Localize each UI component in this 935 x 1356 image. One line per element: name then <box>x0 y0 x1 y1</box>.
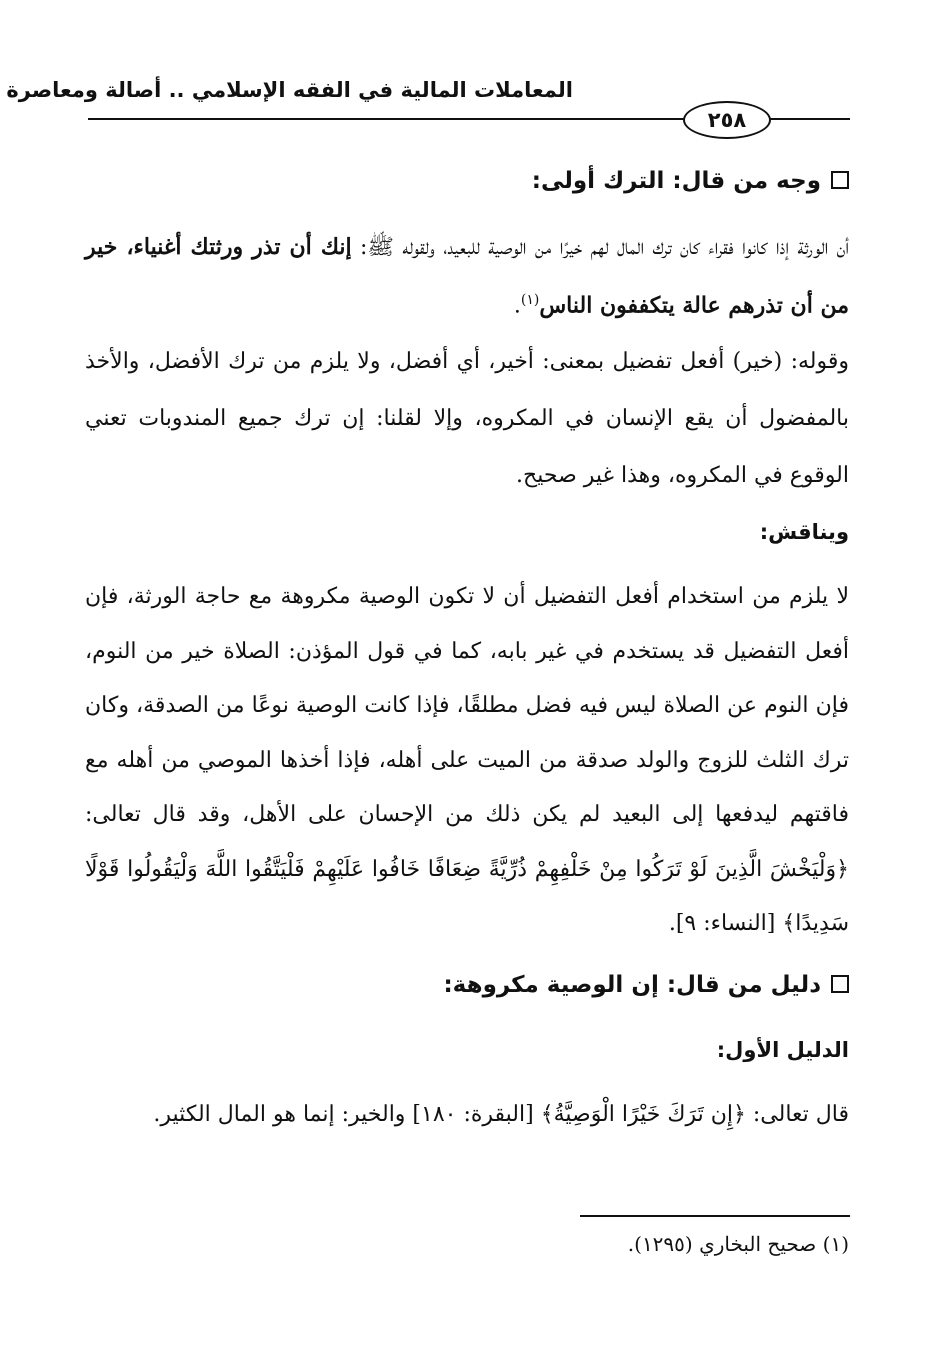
section-heading-1 <box>85 165 849 197</box>
paragraph-1-intro: ولقوله ﷺ: <box>351 235 435 260</box>
section-heading-1-text: وجه من قال: الترك أولى: <box>531 168 821 194</box>
paragraph-discuss: لا يلزم من استخدام أفعل التفضيل أن لا تكون الوصية مكروهة مع حاجة الورثة، فإن أفعل التفضيل قد يستخدم في غير بابه، كما في قول المؤذن: الصلاة خير من النوم، فإن النوم عن الصلاة ليس فيه فضل مطلقًا، فإذا كانت الوصية نوعًا من الصدقة، وكان ترك الثلث للزوج والولد صدقة من الميت على أهله، فإذا أخذها الموصي من أهله مع فاقتهم ليدفعها إلى البعيد لم يكن ذلك من الإحسان على الأهل، وقد قال تعالى: ﴿وَلْيَخْشَ الَّذِينَ لَوْ تَرَكُوا مِنْ خَلْفِهِمْ ذُرِّيَّةً ضِعَافًا خَافُوا عَلَيْهِمْ فَلْيَتَّقُوا اللَّهَ وَلْيَقُولُوا قَوْلًا سَدِيدًا﴾ [النساء: ٩]. <box>85 584 849 936</box>
first-evidence-label: الدليل الأول: <box>716 1038 849 1062</box>
paragraph-evidence: قال تعالى: ﴿إِن تَرَكَ خَيْرًا الْوَصِيَّةُ﴾ [البقرة: ١٨٠] والخير: إنما هو المال الكثير. <box>153 1102 849 1127</box>
paragraph-2: وقوله: (خير) أفعل تفضيل بمعنى: أخير، أي أفضل، ولا يلزم من ترك الأفضل، والأخذ بالمفضول أن يقع الإنسان في المكروه، وإلا لقلنا: إن ترك جميع المندوبات تعني الوقوع في المكروه، وهذا غير صحيح. <box>85 349 849 488</box>
checkbox-square-icon <box>831 975 849 993</box>
section-heading-2 <box>85 968 849 1002</box>
footnote-rule <box>580 1215 850 1217</box>
discuss-label: ويناقش: <box>759 520 849 544</box>
checkbox-square-icon <box>831 171 849 189</box>
hadith-quote: إنك أن تذر ورثتك أغنياء، خير من أن تذرهم عالة يتكففون الناس <box>85 234 849 319</box>
paragraph-1-end: . <box>513 293 521 319</box>
running-header-title: المعاملات المالية في الفقه الإسلامي .. أصالة ومعاصرة <box>6 78 573 102</box>
paragraph-1 <box>85 221 849 327</box>
footnote: (١) صحيح البخاري (١٢٩٥). <box>627 1232 849 1256</box>
paragraph-1-line-a: أن الورثة إذا كانوا فقراء كان ترك المال لهم خيرًا من الوصية للبعيد، <box>443 235 850 260</box>
section-heading-2-text: دليل من قال: إن الوصية مكروهة: <box>443 972 821 998</box>
page-number: ٢٥٨ <box>683 101 771 139</box>
footnote-ref: (١) <box>520 292 540 308</box>
